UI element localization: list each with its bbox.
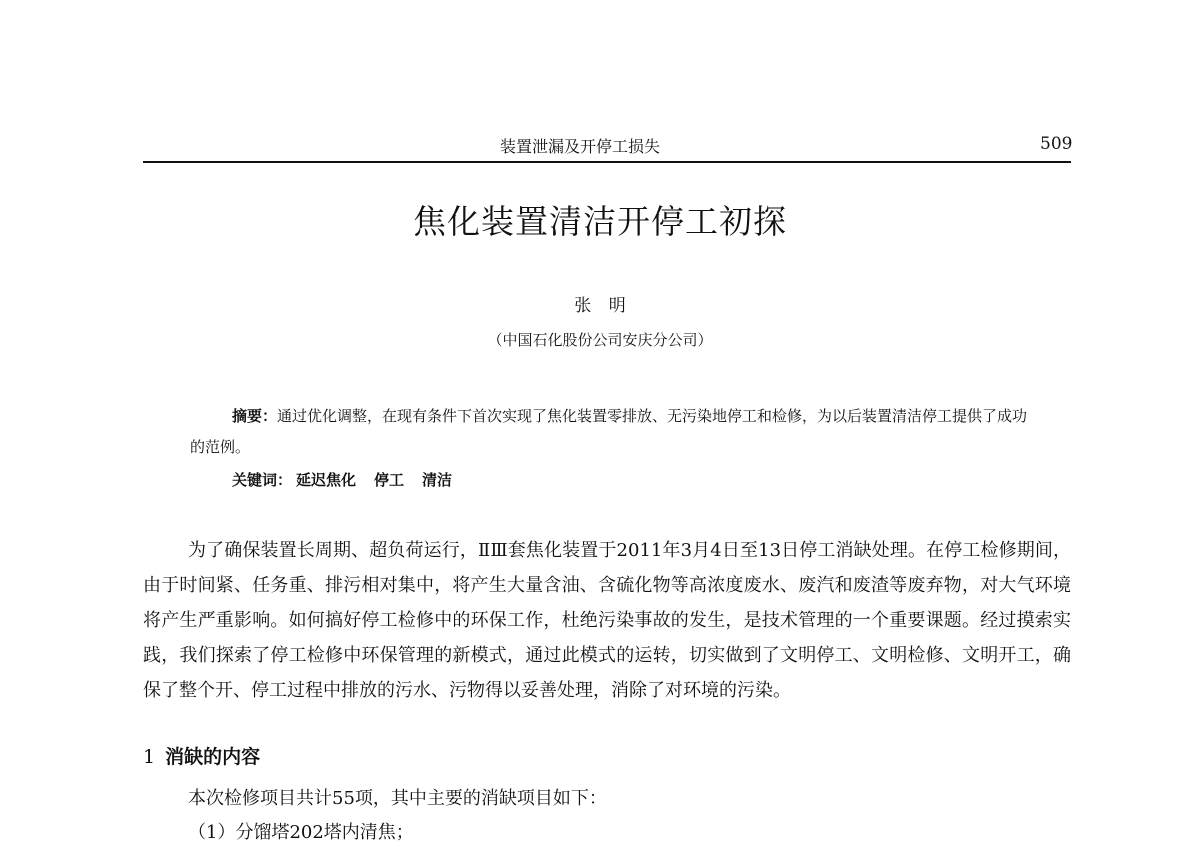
- section-paragraph: 本次检修项目共计55项，其中主要的消缺项目如下：: [188, 788, 607, 809]
- abstract: [190, 401, 1030, 463]
- intro-paragraph: 为了确保装置长周期、超负荷运行，ⅡⅢ套焦化装置于2011年3月4日至13日停工消缺处理。在停工检修期间，由于时间紧、任务重、排污相对集中，将产生大量含油、含硫化物等高浓度废水、废汽和废渣等废弃物，对大气环境将产生严重影响。如何搞好停工检修中的环保工作，杜绝污染事故的发生，是技术管理的一个重要课题。经过摸索实践，我们探索了停工检修中环保管理的新模式，通过此模式的运转，切实做到了文明停工、文明检修、文明开工，确保了整个开、停工过程中排放的污水、污物得以妥善处理，消除了对环境的污染。: [143, 540, 1071, 701]
- article-author: 张 明: [574, 296, 626, 316]
- page-number: 509: [1040, 134, 1073, 154]
- section-title: 消缺的内容: [165, 746, 261, 768]
- keywords: [232, 469, 452, 490]
- keyword: 延迟焦化: [296, 471, 357, 489]
- running-header-title: 装置泄漏及开停工损失: [500, 137, 661, 156]
- section-number: 1: [143, 746, 156, 768]
- keywords-label: 关键词：: [232, 471, 293, 489]
- keyword: 清洁: [422, 471, 453, 489]
- section-heading: [143, 742, 260, 769]
- abstract-label: 摘要：: [232, 407, 278, 425]
- list-item: （1）分馏塔202塔内清焦；: [188, 822, 414, 843]
- keyword: 停工: [374, 471, 405, 489]
- header-divider: [143, 161, 1071, 163]
- abstract-text: 通过优化调整，在现有条件下首次实现了焦化装置零排放、无污染地停工和检修，为以后装置清洁停工提供了成功的范例。: [190, 407, 1028, 456]
- author-affiliation: （中国石化股份公司安庆分公司）: [487, 331, 713, 349]
- article-title: 焦化装置清洁开停工初探: [413, 202, 787, 241]
